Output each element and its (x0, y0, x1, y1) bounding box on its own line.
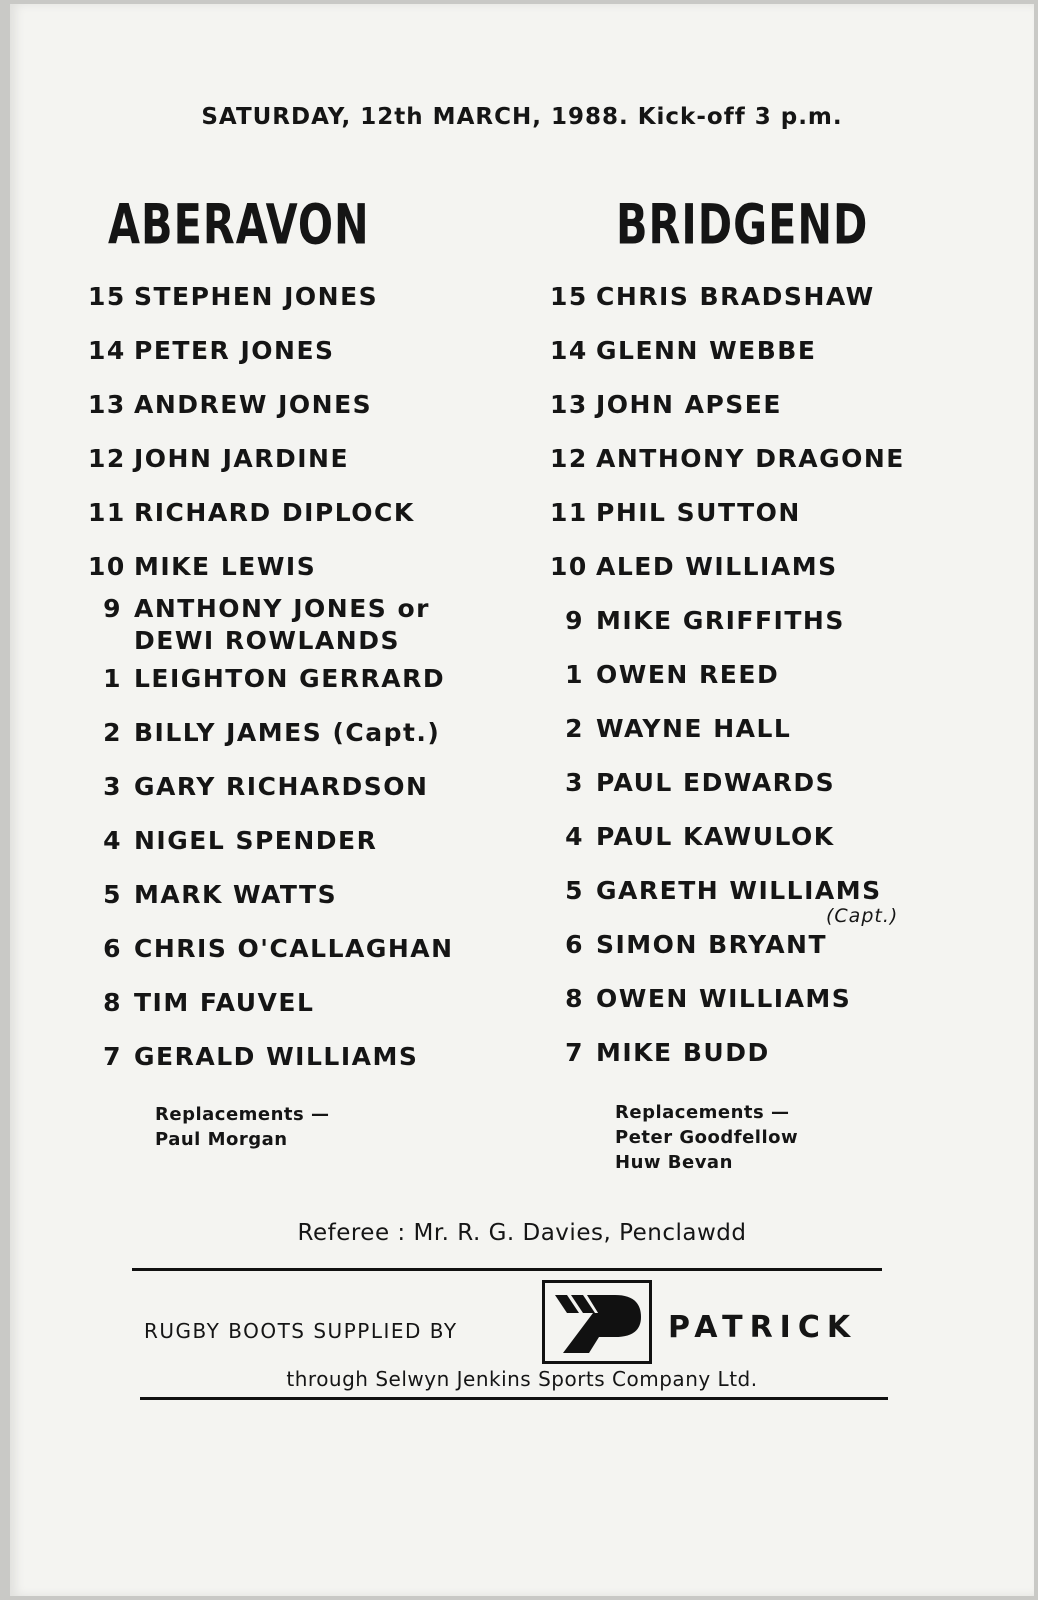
away-player-name: CHRIS BRADSHAW (596, 282, 875, 311)
away-captain-note: (Capt.) (826, 905, 899, 927)
sponsor-through: through Selwyn Jenkins Sports Company Ltd. (286, 1367, 758, 1391)
home-player-row (88, 934, 454, 963)
home-player-number: 13 (88, 390, 126, 419)
home-replacements (155, 1102, 330, 1152)
patrick-p-logo-icon (542, 1280, 652, 1364)
home-player-number: 11 (88, 498, 126, 527)
home-player-number: 6 (103, 934, 122, 963)
home-player-number: 3 (103, 772, 122, 801)
sponsor-supplied-by: RUGBY BOOTS SUPPLIED BY (144, 1319, 458, 1343)
home-replacements-label: Replacements — (155, 1104, 330, 1125)
away-player-number: 12 (550, 444, 588, 473)
away-replacements (615, 1100, 798, 1175)
away-player-number: 10 (550, 552, 588, 581)
home-team-name: ABERAVON (108, 192, 370, 257)
away-player-row (550, 390, 782, 419)
away-player-number: 13 (550, 390, 588, 419)
home-player-number: 15 (88, 282, 126, 311)
home-player-row (88, 988, 314, 1017)
sponsor-brand: PATRICK (668, 1310, 858, 1345)
away-player-number: 15 (550, 282, 588, 311)
away-player-row (550, 444, 905, 473)
home-player-name: TIM FAUVEL (134, 988, 315, 1017)
away-player-row (550, 714, 791, 743)
away-player-name: PAUL EDWARDS (596, 768, 836, 797)
away-player-row (550, 822, 835, 851)
home-player-number: 8 (103, 988, 122, 1017)
home-player-number: 14 (88, 336, 126, 365)
home-player-row (88, 390, 372, 419)
home-player-row (88, 826, 377, 855)
home-player-number: 7 (103, 1042, 122, 1071)
home-player-name: DEWI ROWLANDS (134, 626, 400, 655)
home-player-row (88, 552, 316, 581)
away-player-number: 11 (550, 498, 588, 527)
home-player-number: 10 (88, 552, 126, 581)
away-player-name: OWEN WILLIAMS (596, 984, 852, 1013)
away-player-name: ANTHONY DRAGONE (596, 444, 905, 473)
home-player-row (88, 664, 445, 693)
away-player-row (550, 1038, 770, 1067)
home-player-name: PETER JONES (134, 336, 335, 365)
home-player-row (88, 1042, 418, 1071)
away-player-number: 4 (565, 822, 584, 851)
away-player-number: 2 (565, 714, 584, 743)
home-replacement: Paul Morgan (155, 1129, 288, 1150)
home-player-name: RICHARD DIPLOCK (134, 498, 415, 527)
home-player-row (88, 718, 440, 747)
away-player-name: MIKE GRIFFITHS (596, 606, 845, 635)
programme-page (10, 4, 1034, 1596)
away-player-row (550, 336, 816, 365)
away-team-name: BRIDGEND (616, 192, 869, 257)
home-player-row (88, 880, 337, 909)
away-replacements-label: Replacements — (615, 1102, 790, 1123)
home-player-name: ANDREW JONES (134, 390, 373, 419)
away-player-name: SIMON BRYANT (596, 930, 828, 959)
home-player-name: CHRIS O'CALLAGHAN (134, 934, 454, 963)
away-player-name: MIKE BUDD (596, 1038, 770, 1067)
home-player-name: MIKE LEWIS (134, 552, 317, 581)
home-player-row (88, 498, 415, 527)
away-player-name: PAUL KAWULOK (596, 822, 835, 851)
away-player-name: JOHN APSEE (596, 390, 782, 419)
home-player-number: 2 (103, 718, 122, 747)
away-player-row (550, 552, 838, 581)
away-player-row (550, 984, 851, 1013)
away-player-name: PHIL SUTTON (596, 498, 801, 527)
home-player-number: 9 (103, 594, 122, 623)
home-player-number: 5 (103, 880, 122, 909)
away-player-name: ALED WILLIAMS (596, 552, 838, 581)
away-replacement: Peter Goodfellow (615, 1127, 799, 1148)
home-player-name: LEIGHTON GERRARD (134, 664, 446, 693)
away-player-row (550, 498, 801, 527)
home-player-name: NIGEL SPENDER (134, 826, 378, 855)
away-player-number: 3 (565, 768, 584, 797)
away-player-row (550, 768, 835, 797)
referee-line: Referee : Mr. R. G. Davies, Penclawdd (297, 1220, 747, 1246)
match-date: SATURDAY, 12th MARCH, 1988. Kick-off 3 p.m. (201, 104, 843, 130)
away-player-name: WAYNE HALL (596, 714, 792, 743)
home-player-number: 12 (88, 444, 126, 473)
away-player-name: OWEN REED (596, 660, 780, 689)
away-player-number: 5 (565, 876, 584, 905)
home-player-name: JOHN JARDINE (134, 444, 350, 473)
home-player-row (88, 772, 428, 801)
away-player-row (550, 606, 845, 635)
away-player-row (550, 282, 875, 311)
away-player-number: 7 (565, 1038, 584, 1067)
away-player-name: GLENN WEBBE (596, 336, 817, 365)
home-player-row (88, 626, 400, 655)
away-player-number: 6 (565, 930, 584, 959)
home-player-row (88, 594, 430, 623)
away-player-number: 8 (565, 984, 584, 1013)
home-player-row (88, 336, 335, 365)
away-player-row (550, 930, 827, 959)
home-player-number: 4 (103, 826, 122, 855)
top-divider (132, 1268, 882, 1271)
home-player-row (88, 282, 378, 311)
home-player-name: GERALD WILLIAMS (134, 1042, 419, 1071)
home-player-name: STEPHEN JONES (134, 282, 379, 311)
home-player-name: MARK WATTS (134, 880, 338, 909)
away-replacement: Huw Bevan (615, 1152, 733, 1173)
away-player-number: 9 (565, 606, 584, 635)
bottom-divider (140, 1397, 888, 1400)
home-player-number: 1 (103, 664, 122, 693)
home-player-name: ANTHONY JONES or (134, 594, 430, 623)
away-player-name: GARETH WILLIAMS (596, 876, 882, 905)
away-player-row (550, 660, 779, 689)
home-player-row (88, 444, 349, 473)
away-player-number: 1 (565, 660, 584, 689)
home-player-name: GARY RICHARDSON (134, 772, 429, 801)
home-player-name: BILLY JAMES (Capt.) (134, 718, 441, 747)
away-player-number: 14 (550, 336, 588, 365)
away-player-row (550, 876, 882, 905)
